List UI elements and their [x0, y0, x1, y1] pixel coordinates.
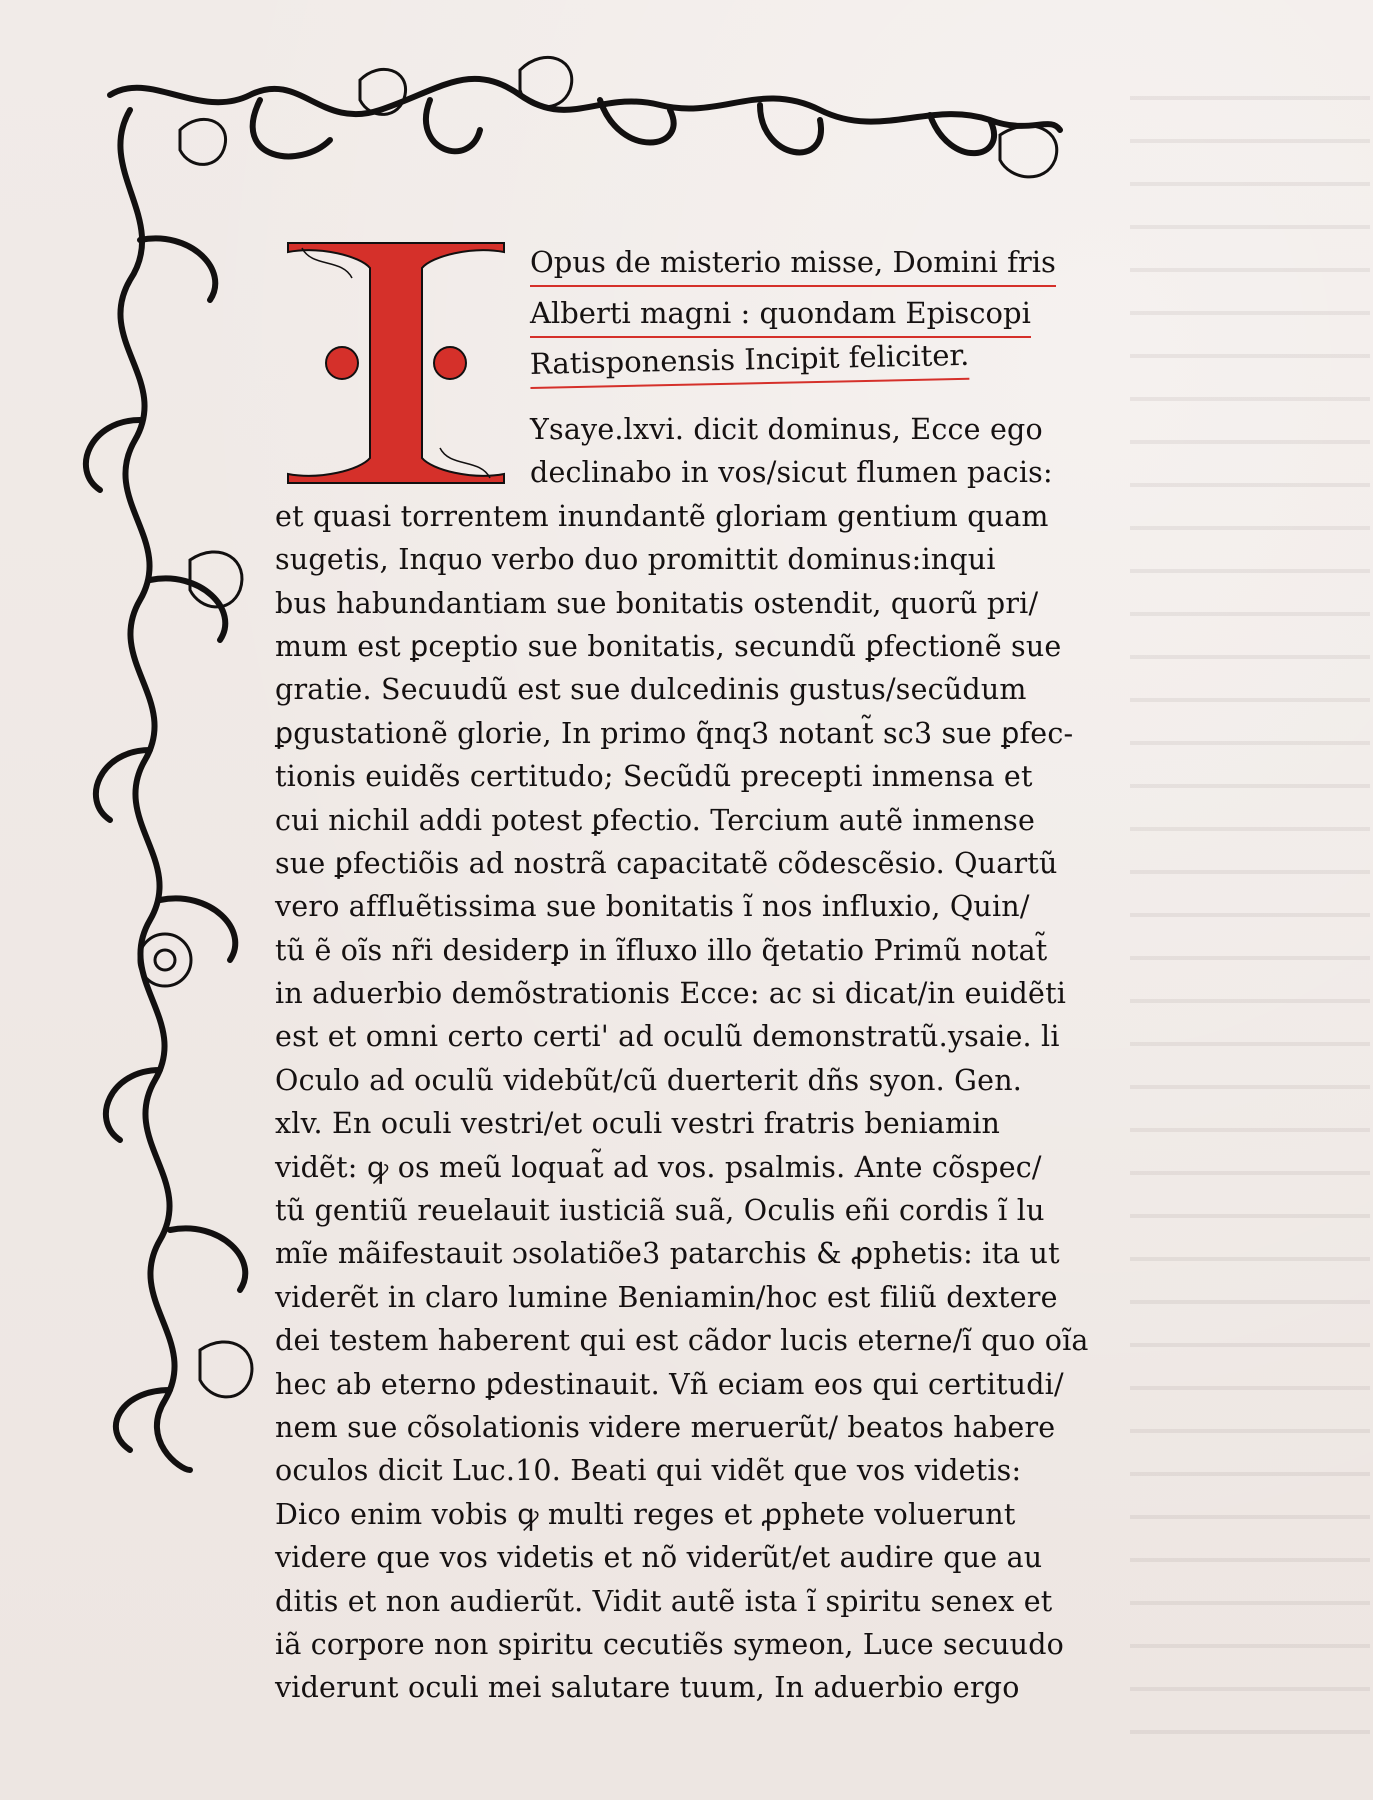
text-line: sue ꝑfectiõis ad nostrã capacitatẽ cõdescẽsio. Quartũ	[275, 846, 1058, 880]
text-line: ditis et non audierũt. Vidit autẽ ista ĩ spiritu senex et	[275, 1584, 1053, 1618]
text-line: Dico enim vobis ꝙ multi reges et ꝓphete voluerunt	[275, 1497, 1016, 1531]
text-line: tũ ẽ oĩs nr̃i desiderꝑ in ĩfluxo illo q̃etatio Primũ notat̃	[275, 933, 1048, 967]
text-line: in aduerbio demõstrationis Ecce: ac si dicat/in euidẽti	[275, 977, 1067, 1011]
text-line: mum est ꝑceptio sue bonitatis, secundũ ꝑfectionẽ sue	[275, 629, 1062, 663]
text-line: hec ab eterno ꝑdestinauit. Vñ eciam eos qui certitudi/	[275, 1367, 1064, 1401]
heading-line: Ratisponensis Incipit feliciter.	[530, 333, 970, 389]
text-line: viderẽt in claro lumine Beniamin/hoc est filiũ dextere	[275, 1280, 1058, 1314]
text-line: viderunt oculi mei salutare tuum, In aduerbio ergo	[275, 1671, 1020, 1705]
text-line: tũ gentiũ reuelauit iusticiã suã, Oculis eñi cordis ĩ lu	[275, 1194, 1045, 1228]
text-line: est et omni certo certi' ad oculũ demonstratũ.ysaie. li	[275, 1020, 1060, 1054]
text-line: iã corpore non spiritu cecutiẽs symeon, Luce secuudo	[275, 1627, 1065, 1661]
text-line: mĩe mãifestauit ɔsolatiõe3 patarchis & ꝓphetis: ita ut	[275, 1237, 1060, 1271]
text-line: bus habundantiam sue bonitatis ostendit, quorũ pri/	[275, 586, 1039, 620]
heading-line: Alberti magni : quondam Episcopi	[530, 291, 1031, 338]
text-line: xlv. En oculi vestri/et oculi vestri fratris beniamin	[275, 1107, 1001, 1141]
text-line: videre que vos videtis et nõ viderũt/et audire que au	[275, 1541, 1043, 1575]
text-line: sugetis, Inquo verbo duo promittit dominus:inqui	[275, 543, 996, 577]
heading-line: Opus de misterio misse, Domini fris	[530, 240, 1056, 287]
text-line: Oculo ad oculũ videbũt/cũ duerterit dñs syon. Gen.	[275, 1063, 1023, 1097]
incipit-heading	[530, 240, 1110, 393]
body-text	[275, 408, 1125, 1710]
text-line: nem sue cõsolationis videre meruerũt/ beatos habere	[275, 1410, 1056, 1444]
text-line: dei testem haberent qui est cãdor lucis eterne/ĩ quo oĩa	[275, 1324, 1089, 1358]
text-line: tionis euidẽs certitudo; Secũdũ precepti inmensa et	[275, 760, 1033, 794]
text-line: vero affluẽtissima sue bonitatis ĩ nos influxio, Quin/	[275, 890, 1030, 924]
text-line: ꝑgustationẽ glorie, In primo q̃nq3 notant̃ sc3 sue ꝑfec-	[275, 716, 1074, 750]
text-line: et quasi torrentem inundantẽ gloriam gentium quam	[275, 499, 1049, 533]
text-line: vidẽt: ꝙ os meũ loquat̃ ad vos. psalmis. Ante cõspec/	[275, 1150, 1042, 1184]
text-line: gratie. Secuudũ est sue dulcedinis gustus/secũdum	[275, 673, 1027, 707]
text-line: oculos dicit Luc.10. Beati qui vidẽt que vos videtis:	[275, 1454, 1022, 1488]
text-line: Ysaye.lxvi. dicit dominus, Ecce ego	[530, 413, 1043, 446]
text-line: declinabo in vos/sicut flumen pacis:	[530, 456, 1053, 490]
text-line: cui nichil addi potest ꝑfectio. Tercium autẽ inmense	[275, 803, 1036, 837]
